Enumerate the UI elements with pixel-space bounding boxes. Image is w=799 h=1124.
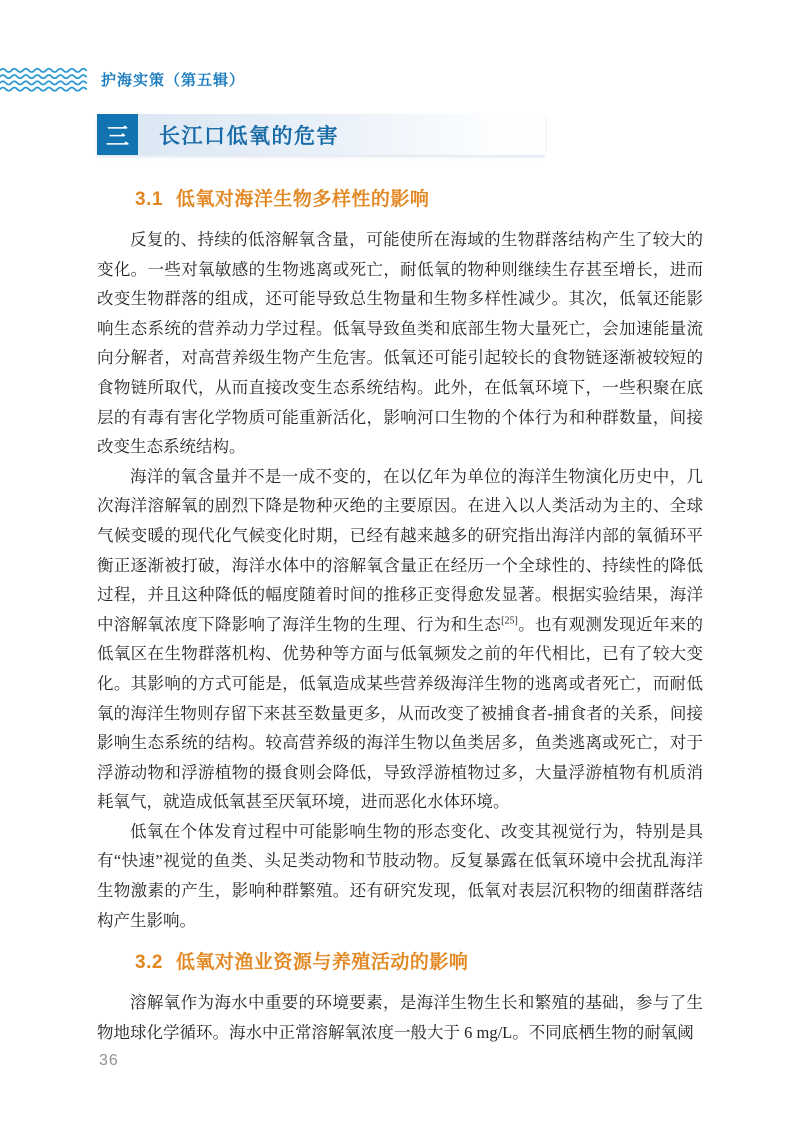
subsection-heading-3-2 xyxy=(135,947,703,974)
subsection-title: 低氧对渔业资源与养殖活动的影响 xyxy=(175,952,469,974)
paragraph-2 xyxy=(97,462,703,817)
paragraph-2-text-after: 。也有观测发现近年来的低氧区在生物群落机构、优势种等方面与低氧频发之前的年代相比，已有了较大变化。其影响的方式可能是，低氧造成某些营养级海洋生物的逃离或者死亡，而耐低氧的海洋生物则存留下来甚至数量更多，从而改变了被捕食者-捕食者的关系，间接影响生态系统的结构。较高营养级的海洋生物以鱼类居多，鱼类逃离或死亡，对于浮游动物和浮游植物的摄食则会降低，导致浮游植物过多，大量浮游植物有机质消耗氧气，就造成低氧甚至厌氧环境，进而恶化水体环境。 xyxy=(97,614,704,812)
citation-reference: [25] xyxy=(501,615,518,627)
wave-pattern-icon xyxy=(0,67,92,92)
page-number: 36 xyxy=(99,1052,119,1069)
subsection-title: 低氧对海洋生物多样性的影响 xyxy=(175,189,430,210)
chapter-title-bar xyxy=(138,114,545,155)
chapter-number-badge: 三 xyxy=(97,114,138,155)
subsection-heading-3-1 xyxy=(135,184,703,211)
paragraph-1: 反复的、持续的低溶解氧含量，可能使所在海域的生物群落结构产生了较大的变化。一些对氧敏感的生物逃离或死亡，耐低氧的物种则继续生存甚至增长，进而改变生物群落的组成，还可能导致总生物量和生物多样性减少。其次，低氧还能影响生态系统的营养动力学过程。低氧导致鱼类和底部生物大量死亡，会加速能量流向分解者，对高营养级生物产生危害。低氧还可能引起较长的食物链逐渐被较短的食物链所取代，从而直接改变生态系统结构。此外，在低氧环境下，一些积聚在底层的有毒有害化学物质可能重新活化，影响河口生物的个体行为和种群数量，间接改变生态系统结构。 xyxy=(97,230,703,457)
paragraph-3: 低氧在个体发育过程中可能影响生物的形态变化、改变其视觉行为，特别是具有“快速”视觉的鱼类、头足类动物和节肢动物。反复暴露在低氧环境中会扰乱海洋生物激素的产生，影响种群繁殖。还有研究发现，低氧对表层沉积物的细菌群落结构产生影响。 xyxy=(97,821,703,930)
page-content xyxy=(97,176,703,1047)
paragraph-4: 溶解氧作为海水中重要的环境要素，是海洋生物生长和繁殖的基础，参与了生物地球化学循环。海水中正常溶解氧浓度一般大于 6 mg/L。不同底栖生物的耐氧阈 xyxy=(97,993,703,1042)
chapter-title: 长江口低氧的危害 xyxy=(159,124,339,148)
running-header xyxy=(0,67,245,92)
subsection-number: 3.2 xyxy=(135,952,163,974)
chapter-banner xyxy=(97,114,545,155)
book-title: 护海实策（第五辑） xyxy=(101,72,246,89)
subsection-number: 3.1 xyxy=(135,189,163,210)
paragraph-2-text: 海洋的氧含量并不是一成不变的，在以亿年为单位的海洋生物演化历史中，几次海洋溶解氧的剧烈下降是物种灭绝的主要原因。在进入以人类活动为主的、全球气候变暖的现代化气候变化时期，已经有越来越多的研究指出海洋内部的氧循环平衡正逐渐被打破，海洋水体中的溶解氧含量正在经历一个全球性的、持续性的降低过程，并且这种降低的幅度随着时间的推移正变得愈发显著。根据实验结果，海洋中溶解氧浓度下降影响了海洋生物的生理、行为和生态 xyxy=(97,466,703,634)
